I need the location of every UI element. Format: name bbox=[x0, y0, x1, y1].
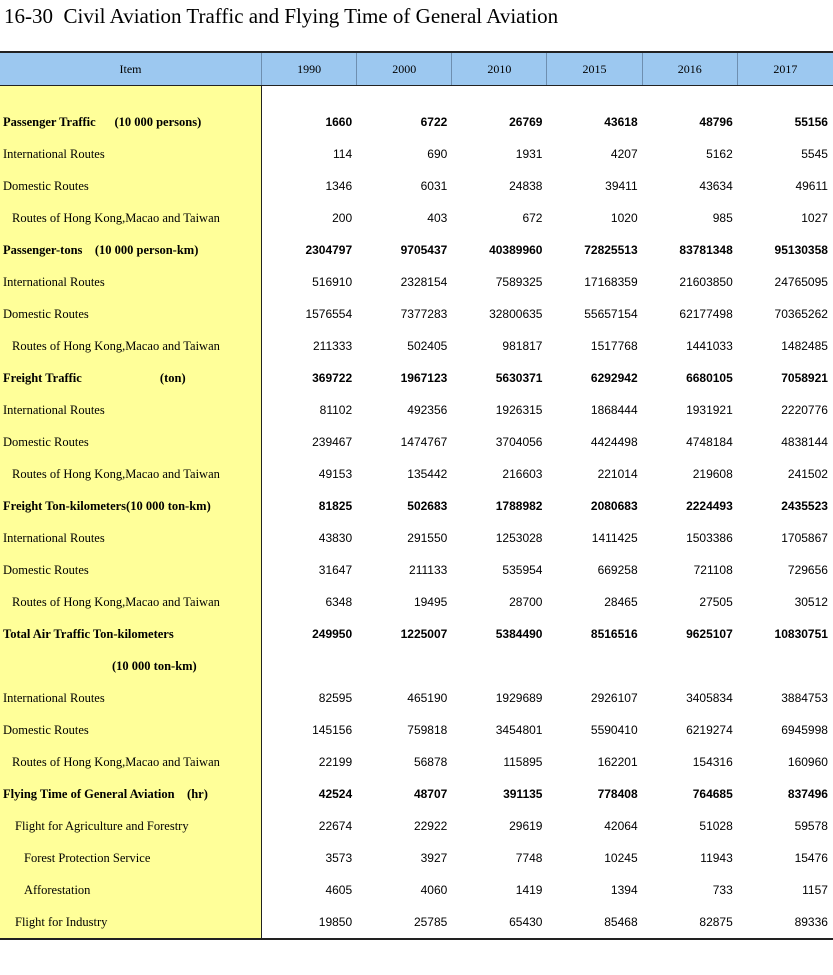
cell-2016: 2224493 bbox=[686, 499, 733, 513]
cell-2016: 985 bbox=[712, 211, 733, 225]
cell-2017: 5545 bbox=[801, 147, 828, 161]
cell-2016: 62177498 bbox=[679, 307, 733, 321]
cell-2015: 85468 bbox=[604, 915, 638, 929]
cell-1990: 516910 bbox=[312, 275, 353, 289]
cell-2016: 21603850 bbox=[679, 275, 733, 289]
cell-2015: 17168359 bbox=[584, 275, 638, 289]
cell-2015: 1394 bbox=[610, 883, 638, 897]
table-row bbox=[0, 106, 833, 138]
cell-2016: 154316 bbox=[692, 755, 733, 769]
cell-2015: 162201 bbox=[597, 755, 638, 769]
cell-2016: 219608 bbox=[692, 467, 733, 481]
cell-2016: 9625107 bbox=[686, 627, 733, 641]
cell-2015: 669258 bbox=[597, 563, 638, 577]
row-label: International Routes bbox=[3, 690, 105, 705]
cell-2010: 5384490 bbox=[495, 627, 543, 641]
cell-2017: 10830751 bbox=[774, 627, 828, 641]
table-header bbox=[0, 53, 833, 86]
row-label: Total Air Traffic Ton-kilometers bbox=[3, 626, 174, 641]
cell-1990: 239467 bbox=[312, 435, 353, 449]
cell-2017: 15476 bbox=[794, 851, 828, 865]
cell-2010: 24838 bbox=[509, 179, 543, 193]
cell-2017: 4838144 bbox=[781, 435, 828, 449]
table-row bbox=[0, 202, 833, 234]
cell-2010: 115895 bbox=[503, 755, 543, 769]
table-row bbox=[0, 906, 833, 938]
cell-2000: 492356 bbox=[407, 403, 448, 417]
row-label: International Routes bbox=[3, 530, 105, 545]
cell-2016: 1931921 bbox=[686, 403, 733, 417]
row-label: Domestic Routes bbox=[3, 178, 89, 193]
cell-2017: 55156 bbox=[794, 115, 828, 129]
cell-2017: 24765095 bbox=[774, 275, 828, 289]
cell-2017: 837496 bbox=[787, 787, 828, 801]
row-label: Routes of Hong Kong,Macao and Taiwan bbox=[12, 754, 220, 769]
cell-1990: 114 bbox=[333, 147, 353, 161]
cell-1990: 249950 bbox=[312, 627, 353, 641]
cell-2000: 22922 bbox=[413, 819, 448, 833]
cell-2000: 25785 bbox=[413, 915, 448, 929]
cell-2000: 291550 bbox=[407, 531, 448, 545]
cell-2017: 160960 bbox=[787, 755, 828, 769]
cell-2015: 42064 bbox=[604, 819, 638, 833]
table-row bbox=[0, 874, 833, 906]
table-row bbox=[0, 458, 833, 490]
cell-2015: 72825513 bbox=[584, 243, 638, 257]
header-year-1990: 1990 bbox=[262, 53, 357, 85]
table-row bbox=[0, 490, 833, 522]
row-label: Flight for Industry bbox=[15, 914, 108, 929]
row-label: Routes of Hong Kong,Macao and Taiwan bbox=[12, 210, 220, 225]
cell-2000: 1967123 bbox=[400, 371, 448, 385]
cell-2000: 502683 bbox=[407, 499, 448, 513]
table-row bbox=[0, 234, 833, 266]
cell-2010: 26769 bbox=[509, 115, 543, 129]
cell-1990: 19850 bbox=[318, 915, 353, 929]
cell-2017: 70365262 bbox=[774, 307, 828, 321]
cell-2015: 778408 bbox=[597, 787, 638, 801]
cell-2017: 241502 bbox=[787, 467, 828, 481]
cell-2000: 3927 bbox=[420, 851, 448, 865]
cell-1990: 145156 bbox=[312, 723, 353, 737]
statistics-table bbox=[0, 51, 833, 940]
cell-1990: 42524 bbox=[318, 787, 353, 801]
cell-2000: 6031 bbox=[420, 179, 448, 193]
cell-2000: 403 bbox=[427, 211, 448, 225]
row-label: International Routes bbox=[3, 274, 105, 289]
cell-2010: 65430 bbox=[509, 915, 543, 929]
cell-2017: 1027 bbox=[801, 211, 828, 225]
cell-2017: 2220776 bbox=[781, 403, 828, 417]
cell-1990: 82595 bbox=[318, 691, 353, 705]
table-row bbox=[0, 842, 833, 874]
cell-2016: 5162 bbox=[706, 147, 733, 161]
cell-2016: 6680105 bbox=[686, 371, 733, 385]
cell-2016: 6219274 bbox=[686, 723, 733, 737]
cell-2017: 1705867 bbox=[781, 531, 828, 545]
cell-2000: 465190 bbox=[407, 691, 448, 705]
cell-2000: 4060 bbox=[420, 883, 448, 897]
table-row bbox=[0, 170, 833, 202]
row-label: Domestic Routes bbox=[3, 306, 89, 321]
table-row bbox=[0, 554, 833, 586]
row-label: International Routes bbox=[3, 146, 105, 161]
cell-2010: 7748 bbox=[515, 851, 543, 865]
table-row bbox=[0, 394, 833, 426]
table-row bbox=[0, 298, 833, 330]
cell-2000: 1225007 bbox=[400, 627, 448, 641]
row-label: Routes of Hong Kong,Macao and Taiwan bbox=[12, 466, 220, 481]
table-row bbox=[0, 330, 833, 362]
cell-2015: 39411 bbox=[605, 179, 638, 193]
row-label: Forest Protection Service bbox=[24, 850, 151, 865]
cell-2015: 4207 bbox=[610, 147, 638, 161]
header-year-2000: 2000 bbox=[357, 53, 452, 85]
cell-1990: 49153 bbox=[318, 467, 353, 481]
table-row bbox=[0, 138, 833, 170]
cell-2015: 221014 bbox=[597, 467, 638, 481]
row-label: Afforestation bbox=[24, 882, 91, 897]
cell-1990: 2304797 bbox=[305, 243, 353, 257]
cell-2016: 1503386 bbox=[686, 531, 733, 545]
row-label: Passenger Traffic (10 000 persons) bbox=[3, 114, 202, 129]
cell-2016: 721108 bbox=[693, 563, 733, 577]
cell-2016: 764685 bbox=[692, 787, 733, 801]
cell-1990: 81825 bbox=[318, 499, 353, 513]
cell-2010: 32800635 bbox=[489, 307, 543, 321]
cell-2015: 28465 bbox=[604, 595, 638, 609]
cell-2016: 82875 bbox=[699, 915, 733, 929]
cell-2016: 27505 bbox=[699, 595, 733, 609]
cell-2010: 1253028 bbox=[495, 531, 543, 545]
row-label: Freight Traffic (ton) bbox=[3, 370, 186, 385]
table-row bbox=[0, 426, 833, 458]
table-row bbox=[0, 650, 833, 682]
cell-1990: 3573 bbox=[325, 851, 353, 865]
cell-2015: 43618 bbox=[604, 115, 638, 129]
header-year-2010: 2010 bbox=[452, 53, 547, 85]
row-label: Domestic Routes bbox=[3, 434, 89, 449]
table-row bbox=[0, 618, 833, 650]
row-label: Freight Ton-kilometers(10 000 ton-km) bbox=[3, 498, 211, 513]
cell-1990: 22199 bbox=[318, 755, 353, 769]
table-row bbox=[0, 362, 833, 394]
cell-2015: 8516516 bbox=[590, 627, 638, 641]
row-label: Routes of Hong Kong,Macao and Taiwan bbox=[12, 338, 220, 353]
row-label: Routes of Hong Kong,Macao and Taiwan bbox=[12, 594, 220, 609]
cell-2017: 59578 bbox=[794, 819, 828, 833]
cell-2010: 672 bbox=[522, 211, 543, 225]
table-row bbox=[0, 522, 833, 554]
cell-1990: 43830 bbox=[318, 531, 353, 545]
cell-2016: 83781348 bbox=[679, 243, 733, 257]
cell-1990: 6348 bbox=[325, 595, 353, 609]
row-label: Passenger-tons (10 000 person-km) bbox=[3, 242, 199, 257]
cell-2000: 9705437 bbox=[400, 243, 448, 257]
cell-2016: 733 bbox=[712, 883, 733, 897]
row-label: International Routes bbox=[3, 402, 105, 417]
cell-2010: 3704056 bbox=[495, 435, 543, 449]
cell-1990: 211333 bbox=[313, 339, 353, 353]
table-row bbox=[0, 810, 833, 842]
cell-2010: 1929689 bbox=[495, 691, 543, 705]
cell-2000: 7377283 bbox=[400, 307, 448, 321]
row-label: Flight for Agriculture and Forestry bbox=[15, 818, 189, 833]
cell-2010: 7589325 bbox=[495, 275, 543, 289]
cell-2017: 2435523 bbox=[781, 499, 828, 513]
cell-2010: 5630371 bbox=[495, 371, 543, 385]
cell-2016: 43634 bbox=[699, 179, 733, 193]
cell-2017: 30512 bbox=[794, 595, 828, 609]
cell-1990: 200 bbox=[332, 211, 353, 225]
cell-2010: 1788982 bbox=[495, 499, 543, 513]
cell-2015: 2080683 bbox=[590, 499, 638, 513]
cell-2017: 1482485 bbox=[781, 339, 828, 353]
cell-2015: 5590410 bbox=[590, 723, 638, 737]
cell-2000: 690 bbox=[427, 147, 448, 161]
cell-2016: 3405834 bbox=[686, 691, 733, 705]
cell-2000: 19495 bbox=[413, 595, 448, 609]
table-row bbox=[0, 266, 833, 298]
cell-1990: 1660 bbox=[325, 115, 353, 129]
row-label: (10 000 ton-km) bbox=[112, 658, 197, 673]
table-row bbox=[0, 714, 833, 746]
cell-2015: 10245 bbox=[604, 851, 638, 865]
cell-1990: 81102 bbox=[319, 403, 353, 417]
row-label: Flying Time of General Aviation (hr) bbox=[3, 786, 208, 801]
cell-2015: 6292942 bbox=[590, 371, 638, 385]
header-item: Item bbox=[0, 53, 262, 85]
cell-2016: 48796 bbox=[699, 115, 733, 129]
cell-2017: 6945998 bbox=[781, 723, 828, 737]
table-body bbox=[0, 86, 833, 940]
cell-2015: 1020 bbox=[610, 211, 638, 225]
cell-2010: 216603 bbox=[502, 467, 543, 481]
cell-2010: 40389960 bbox=[489, 243, 543, 257]
cell-2000: 2328154 bbox=[400, 275, 448, 289]
header-year-2017: 2017 bbox=[773, 61, 798, 76]
cell-2017: 7058921 bbox=[781, 371, 828, 385]
cell-2010: 981817 bbox=[502, 339, 543, 353]
table-row bbox=[0, 682, 833, 714]
cell-2015: 2926107 bbox=[590, 691, 638, 705]
cell-2000: 211133 bbox=[409, 563, 448, 577]
row-label: Domestic Routes bbox=[3, 722, 89, 737]
cell-2010: 535954 bbox=[502, 563, 543, 577]
cell-1990: 369722 bbox=[312, 371, 353, 385]
cell-2000: 56878 bbox=[413, 755, 448, 769]
cell-2017: 729656 bbox=[787, 563, 828, 577]
cell-1990: 1576554 bbox=[305, 307, 353, 321]
cell-2000: 1474767 bbox=[400, 435, 448, 449]
header-year-2015: 2015 bbox=[547, 53, 642, 85]
cell-1990: 31647 bbox=[318, 563, 353, 577]
cell-2015: 1517768 bbox=[590, 339, 638, 353]
cell-2015: 4424498 bbox=[590, 435, 638, 449]
cell-2017: 89336 bbox=[794, 915, 828, 929]
cell-2000: 135442 bbox=[407, 467, 448, 481]
cell-2015: 55657154 bbox=[584, 307, 638, 321]
cell-2010: 29619 bbox=[509, 819, 543, 833]
cell-2000: 48707 bbox=[413, 787, 448, 801]
cell-2017: 95130358 bbox=[774, 243, 828, 257]
cell-2015: 1411425 bbox=[591, 531, 638, 545]
cell-2000: 6722 bbox=[420, 115, 448, 129]
cell-2016: 1441033 bbox=[686, 339, 733, 353]
cell-2016: 11943 bbox=[700, 851, 733, 865]
cell-1990: 4605 bbox=[325, 883, 353, 897]
cell-2010: 1419 bbox=[515, 883, 543, 897]
table-row bbox=[0, 778, 833, 810]
cell-2017: 3884753 bbox=[781, 691, 828, 705]
table-row bbox=[0, 586, 833, 618]
cell-2017: 1157 bbox=[802, 883, 828, 897]
cell-2016: 4748184 bbox=[686, 435, 733, 449]
cell-1990: 1346 bbox=[325, 179, 353, 193]
row-label: Domestic Routes bbox=[3, 562, 89, 577]
cell-2010: 1931 bbox=[515, 147, 543, 161]
cell-2010: 391135 bbox=[503, 787, 543, 801]
cell-2000: 759818 bbox=[407, 723, 448, 737]
table-row bbox=[0, 746, 833, 778]
cell-2010: 28700 bbox=[509, 595, 543, 609]
cell-2017: 49611 bbox=[795, 179, 828, 193]
cell-2000: 502405 bbox=[407, 339, 448, 353]
cell-2016: 51028 bbox=[699, 819, 733, 833]
cell-2010: 1926315 bbox=[495, 403, 543, 417]
cell-1990: 22674 bbox=[318, 819, 353, 833]
cell-2015: 1868444 bbox=[590, 403, 638, 417]
cell-2010: 3454801 bbox=[495, 723, 543, 737]
header-year-2016: 2016 bbox=[643, 53, 738, 85]
page-title: 16-30 Civil Aviation Traffic and Flying Time of General Aviation bbox=[4, 4, 559, 28]
